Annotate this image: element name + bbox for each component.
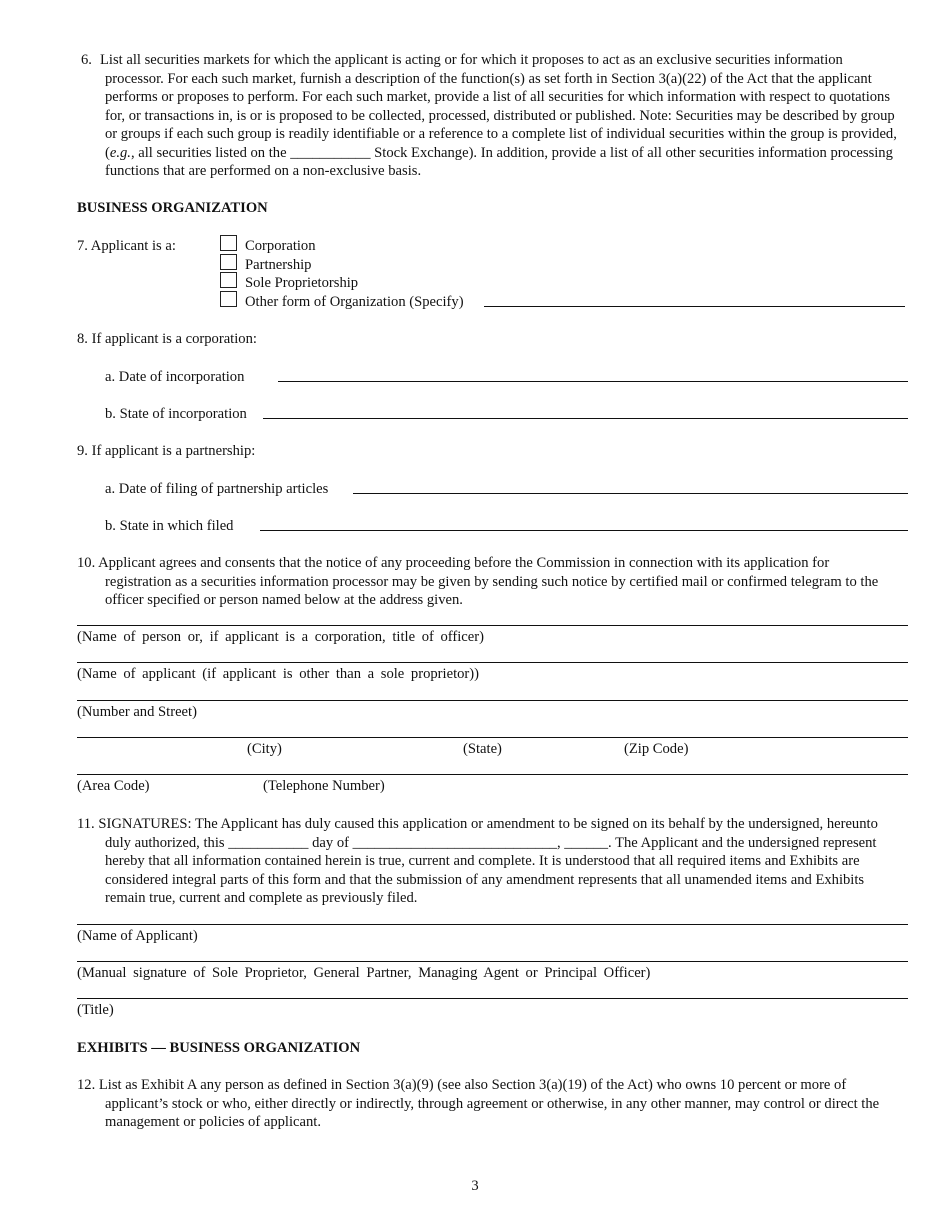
name-of-applicant-signature-field[interactable] bbox=[77, 924, 908, 925]
telephone-number-label: (Telephone Number) bbox=[263, 778, 385, 794]
item11-line1: 11. SIGNATURES: The Applicant has duly caused this application or amendment to be signed on its behalf by the undersigned, hereunto bbox=[77, 816, 878, 832]
item6-line4: for, or transactions in, is or is proposed to be collected, processed, distributed or published. Note: Securities may be described by group bbox=[105, 108, 895, 124]
state-filed-label: b. State in which filed bbox=[105, 518, 234, 534]
item6-line7: functions that are performed on a non-exclusive basis. bbox=[105, 163, 422, 179]
item10-line1: 10. Applicant agrees and consents that the notice of any proceeding before the Commission in connection with its application for bbox=[77, 555, 830, 571]
item8-label: 8. If applicant is a corporation: bbox=[77, 331, 257, 347]
item7-label: 7. Applicant is a: bbox=[77, 238, 176, 254]
item12-line3: management or policies of applicant. bbox=[105, 1114, 321, 1130]
business-organization-heading: BUSINESS ORGANIZATION bbox=[77, 200, 268, 216]
page-number: 3 bbox=[471, 1178, 479, 1194]
item6-line5: or groups if each such group is readily identifiable or a reference to a complete list of individual securities within the group is provided, bbox=[105, 126, 897, 142]
item12-line2: applicant’s stock or who, either directly or indirectly, through agreement or otherwise, in any other manner, may control or direct the bbox=[105, 1096, 880, 1112]
corporation-label: Corporation bbox=[245, 238, 316, 254]
number-and-street-field[interactable] bbox=[77, 700, 908, 701]
city-state-zip-field[interactable] bbox=[77, 737, 908, 738]
item6-line3: performs or proposes to perform. For each such market, provide a list of all securities for which information with respect to quotations bbox=[105, 89, 891, 105]
zip-code-label: (Zip Code) bbox=[624, 741, 689, 757]
state-label: (State) bbox=[463, 741, 502, 757]
sole-proprietorship-checkbox[interactable] bbox=[220, 272, 237, 288]
other-organization-checkbox[interactable] bbox=[220, 291, 237, 307]
name-of-applicant-signature-label: (Name of Applicant) bbox=[77, 928, 198, 944]
state-filed-field[interactable] bbox=[260, 530, 908, 531]
item12-line1: 12. List as Exhibit A any person as defined in Section 3(a)(9) (see also Section 3(a)(19) of the Act) who owns 10 percent or more of bbox=[77, 1077, 847, 1093]
item10-line2: registration as a securities information processor may be given by sending such notice by certified mail or confirmed telegram to the bbox=[105, 574, 879, 590]
item6-eg: e.g. bbox=[109, 145, 131, 161]
item11-line2: duly authorized, this ___________ day of ____________________________, ______. The Applicant and the undersigned represent bbox=[105, 835, 877, 851]
number-and-street-label: (Number and Street) bbox=[77, 704, 197, 720]
name-of-person-label: (Name of person or, if applicant is a corporation, title of officer) bbox=[77, 629, 484, 645]
item11-line4: considered integral parts of this form and that the submission of any amendment represents that all unamended items and Exhibits bbox=[105, 872, 865, 888]
partnership-articles-date-label: a. Date of filing of partnership articles bbox=[105, 481, 329, 497]
sole-proprietorship-label: Sole Proprietorship bbox=[245, 275, 359, 291]
item6-line1: List all securities markets for which the applicant is acting or for which it proposes to act as an exclusive securities information bbox=[100, 52, 843, 68]
other-organization-specify-field[interactable] bbox=[484, 306, 905, 307]
state-of-incorporation-field[interactable] bbox=[263, 418, 908, 419]
state-of-incorporation-label: b. State of incorporation bbox=[105, 406, 247, 422]
date-of-incorporation-field[interactable] bbox=[278, 381, 908, 382]
manual-signature-field[interactable] bbox=[77, 961, 908, 962]
item11-line3: hereby that all information contained herein is true, current and complete. It is understood that all required items and Exhibits are bbox=[105, 853, 860, 869]
partnership-checkbox[interactable] bbox=[220, 254, 237, 270]
item10-line3: officer specified or person named below at the address given. bbox=[105, 592, 463, 608]
phone-field[interactable] bbox=[77, 774, 908, 775]
name-of-applicant-address-label: (Name of applicant (if applicant is other than a sole proprietor)) bbox=[77, 666, 479, 682]
manual-signature-label: (Manual signature of Sole Proprietor, General Partner, Managing Agent or Principal Officer) bbox=[77, 965, 651, 981]
item6-line6-rest: , all securities listed on the ___________ Stock Exchange). In addition, provide a list of all other securities information processing bbox=[130, 145, 893, 161]
corporation-checkbox[interactable] bbox=[220, 235, 237, 251]
city-label: (City) bbox=[247, 741, 282, 757]
name-of-applicant-address-field[interactable] bbox=[77, 662, 908, 663]
partnership-label: Partnership bbox=[245, 257, 312, 273]
item9-label: 9. If applicant is a partnership: bbox=[77, 443, 256, 459]
area-code-label: (Area Code) bbox=[77, 778, 150, 794]
partnership-articles-date-field[interactable] bbox=[353, 493, 908, 494]
item6-line6-prefix: ( bbox=[105, 145, 110, 161]
date-of-incorporation-label: a. Date of incorporation bbox=[105, 369, 245, 385]
item6-line6 bbox=[105, 144, 893, 163]
item6-line2: processor. For each such market, furnish a description of the function(s) as set forth in Section 3(a)(22) of the Act that the applicant bbox=[105, 71, 872, 87]
title-field[interactable] bbox=[77, 998, 908, 999]
name-of-person-field[interactable] bbox=[77, 625, 908, 626]
item11-line5: remain true, current and complete as previously filed. bbox=[105, 890, 418, 906]
title-label: (Title) bbox=[77, 1002, 114, 1018]
item6-number: 6. bbox=[81, 52, 92, 68]
other-organization-label: Other form of Organization (Specify) bbox=[245, 294, 464, 310]
exhibits-heading: EXHIBITS — BUSINESS ORGANIZATION bbox=[77, 1040, 361, 1056]
